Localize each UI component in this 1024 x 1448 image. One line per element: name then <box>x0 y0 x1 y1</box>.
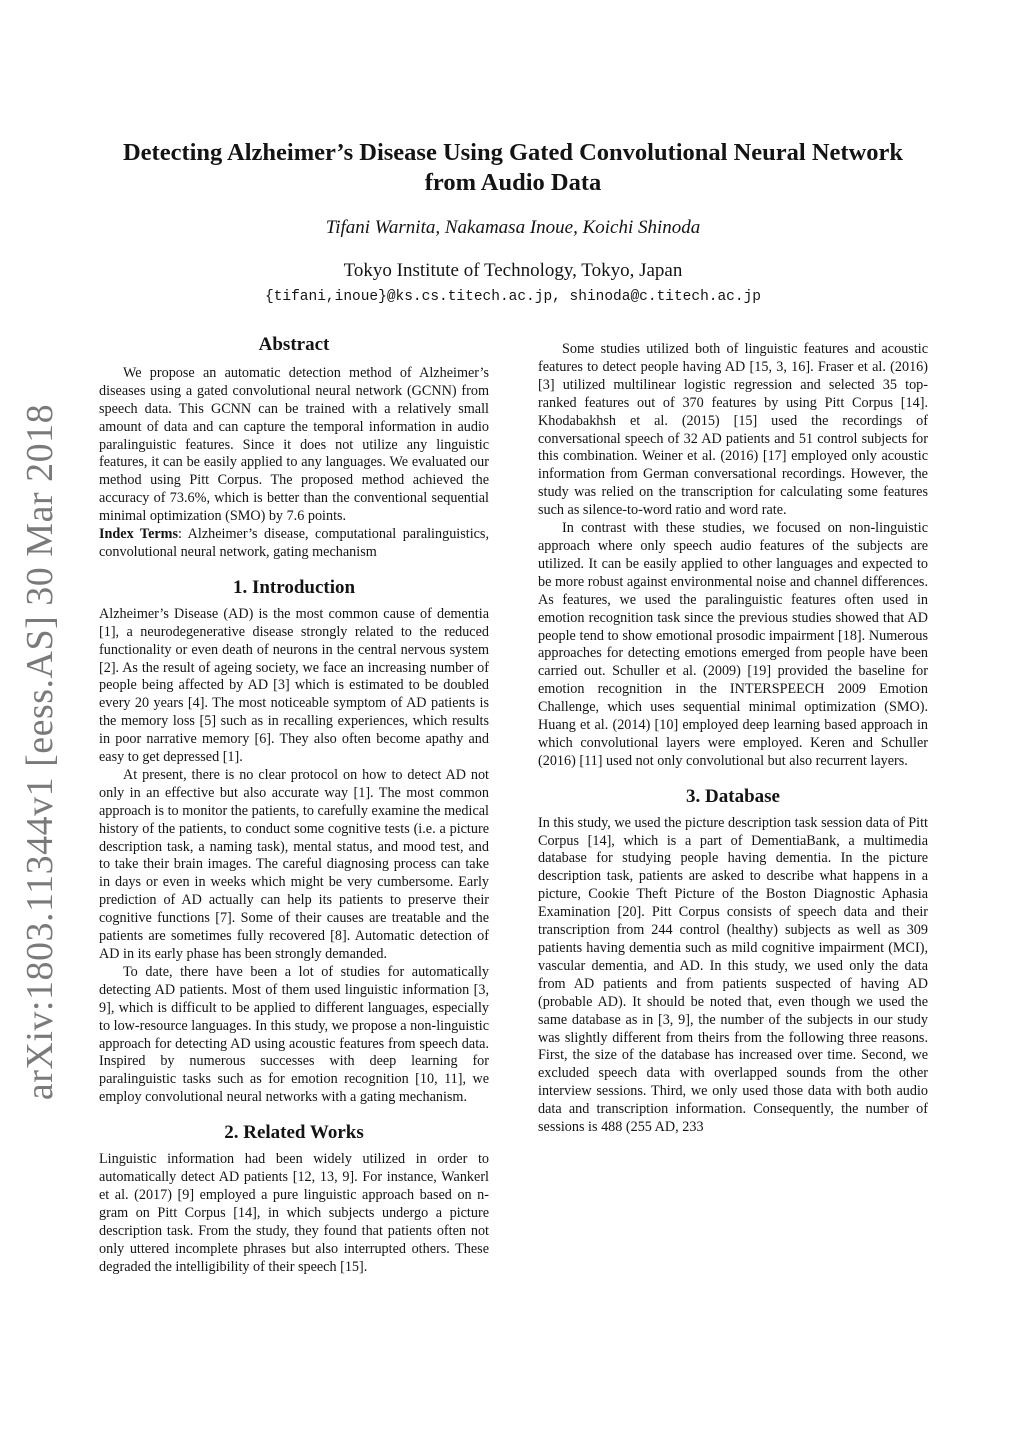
title-line-1: Detecting Alzheimer’s Disease Using Gated Convolutional Neural Network <box>122 139 904 166</box>
title-line-2: from Audio Data <box>424 169 602 196</box>
related-works-paragraph-3: In contrast with these studies, we focused on non-linguistic approach where only speech audio features of the subjects are utilized. It can be easily applied to other languages and expected to be more robust against environmental noise and channel differences. As features, we used the paralinguistic features often used in emotion recognition task since the previous studies showed that AD people tend to show emotional prosodic impairment [18]. Numerous approaches for detecting emotions emerged from people have been carried out. Schuller et al. (2009) [19] provided the baseline for emotion recognition in the INTERSPEECH 2009 Emotion Challenge, which uses sequential minimal optimization (SMO). Huang et al. (2014) [10] employed deep learning based approach in which convolutional layers were employed. Keren and Schuller (2016) [11] used not only convolutional but also recurrent layers. <box>538 520 928 769</box>
section-heading-related-works: 2. Related Works <box>224 1122 364 1144</box>
abstract-heading: Abstract <box>258 334 330 355</box>
authors: Tifani Warnita, Nakamasa Inoue, Koichi Shinoda <box>325 217 701 238</box>
section-heading-introduction: 1. Introduction <box>232 576 356 598</box>
database-paragraph-1: In this study, we used the picture description task session data of Pitt Corpus [14], which is a part of DementiaBank, a multimedia database for studying people having dementia. In the picture description task, patients are asked to describe what happens in a picture, Cookie Theft Picture of the Boston Diagnostic Aphasia Examination [20]. Pitt Corpus consists of speech data and their transcription from 244 control (healthy) subjects as well as 309 patients having dementia such as mild cognitive impairment (MCI), vascular dementia, and AD. In this study, we used only the data from AD patients and from patients suspected of having AD (probable AD). It should be noted that, even though we used the same database as in [3, 9], the number of the subjects in our study was slightly different from theirs from the following three reasons. First, the size of the database has increased over time. Second, we excluded speech data with overlapped sounds from the other interview sessions. Third, we only used those data with both audio data and transcription information. Consequently, the number of sessions is 488 (255 AD, 233 <box>538 814 928 1136</box>
arxiv-identifier: arXiv:1803.11344v1 [eess.AS] 30 Mar 2018 <box>19 403 61 1101</box>
section-heading-database: 3. Database <box>686 785 780 807</box>
paper-title <box>100 138 926 198</box>
index-terms <box>99 526 489 562</box>
intro-paragraph-1: Alzheimer’s Disease (AD) is the most common cause of dementia [1], a neurodegenerative disease strongly related to the reduced functionality or even death of neurons in the central nervous system [2]. As the result of ageing society, we face an increasing number of people being affected by AD [3] which is estimated to be doubled every 20 years [4]. The most noticeable symptom of AD patients is the memory loss [5] such as in recalling experiences, which results in poor narrative memory [6]. They also often become apathy and easy to get depressed [1]. <box>99 605 489 766</box>
affiliation: Tokyo Institute of Technology, Tokyo, Japan <box>343 260 683 281</box>
arxiv-sidebar <box>18 403 62 1101</box>
abstract-body: We propose an automatic detection method of Alzheimer’s diseases using a gated convolutional neural network (GCNN) from speech data. This GCNN can be trained with a relatively small amount of data and can capture the temporal information in audio paralinguistic features. Since it does not utilize any linguistic features, it can be easily applied to any languages. We evaluated our method using Pitt Corpus. The proposed method achieved the accuracy of 73.6%, which is better than the conventional sequential minimal optimization (SMO) by 7.6 points. <box>99 364 489 525</box>
related-works-paragraph-1: Linguistic information had been widely utilized in order to automatically detect AD patients [12, 13, 9]. For instance, Wankerl et al. (2017) [9] employed a pure linguistic approach based on n-gram on Pitt Corpus [14], in which subjects undergo a picture description task. From the study, they found that patients often not only uttered incomplete phrases but also interrupted others. These degraded the intelligibility of their speech [15]. <box>99 1151 489 1275</box>
left-column <box>99 336 489 1276</box>
right-column <box>538 341 928 1137</box>
intro-paragraph-2: At present, there is no clear protocol on how to detect AD not only in an effective but also accurate way [1]. The most common approach is to monitor the patients, to carefully examine the medical history of the patients, to conduct some cognitive tests (i.e. a picture description task, a naming task), mental status, and mood test, and to take their brain images. The careful diagnosing process can take in days or even in weeks which might be very cumbersome. Early prediction of AD actually can help its patients to preserve their cognitive functions [7]. Some of their causes are treatable and the patients are sometimes fully recovered [8]. Automatic detection of AD in its early phase has been strongly demanded. <box>99 766 489 962</box>
index-terms-text: : Alzheimer’s disease, computational paralinguistics, convolutional neural network, gating mechanism <box>99 526 489 560</box>
related-works-paragraph-2: Some studies utilized both of linguistic features and acoustic features to detect people having AD [15, 3, 16]. Fraser et al. (2016) [3] utilized multilinear logistic regression and selected 35 top-ranked features out of 370 features by using Pitt Corpus [14]. Khodabakhsh et al. (2015) [15] used the recordings of conversational speech of 32 AD patients and 51 control subjects for this combination. Weiner et al. (2016) [17] employed only acoustic information from German conversational recordings. However, the study was relied on the transcription for calculating some features such as silence-to-word ratio and word rate. <box>538 341 928 519</box>
author-emails: {tifani,inoue}@ks.cs.titech.ac.jp, shinoda@c.titech.ac.jp <box>265 289 761 305</box>
index-terms-label: Index Terms <box>99 526 179 543</box>
intro-paragraph-3: To date, there have been a lot of studies for automatically detecting AD patients. Most of them used linguistic information [3, 9], which is difficult to be applied to different languages, especially to low-resource languages. In this study, we propose a non-linguistic approach for detecting AD using acoustic features from speech data. Inspired by numerous successes with deep learning for paralinguistic tasks such as for emotion recognition [10, 11], we employ convolutional neural networks with a gating mechanism. <box>99 963 489 1106</box>
